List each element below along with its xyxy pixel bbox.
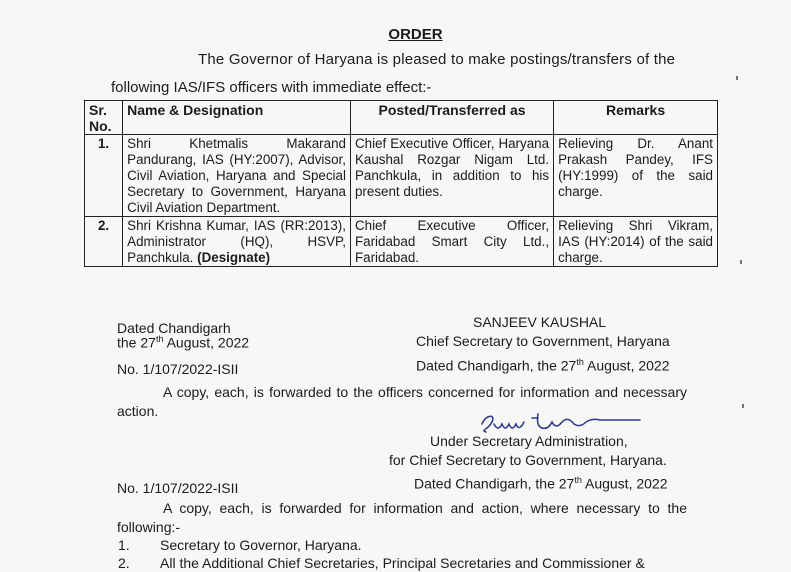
signatory-name: SANJEEV KAUSHAL <box>473 314 607 330</box>
postings-table <box>84 100 718 267</box>
header-posted-as: Posted/Transferred as <box>350 101 553 135</box>
row-1-sr: 1. <box>85 135 123 217</box>
row-2-sr: 2. <box>85 217 123 267</box>
signature <box>478 410 658 434</box>
row-2-name-text: Shri Krishna Kumar, IAS (RR:2013), Administrator (HQ), HSVP, Panchkula. <box>127 218 346 265</box>
header-remarks: Remarks <box>554 101 718 135</box>
dated-right-2-sup: th <box>574 475 582 485</box>
scan-speck <box>736 76 738 80</box>
table-row <box>85 135 718 217</box>
copy-paragraph-2: A copy, each, is forwarded for information and action, where necessary to the following:- <box>117 500 687 535</box>
dated-left-suffix: August, 2022 <box>163 334 250 351</box>
document-title: ORDER <box>388 26 443 43</box>
under-secretary-for: for Chief Secretary to Government, Haryana. <box>389 452 667 468</box>
row-1-remarks: Relieving Dr. Anant Prakash Pandey, IFS (HY:1999) of the said charge. <box>554 135 718 217</box>
signatory-title: Chief Secretary to Government, Haryana <box>416 333 670 349</box>
endorsement-no-2: No. 1/107/2022-ISII <box>117 480 239 496</box>
row-1-name-text: Shri Khetmalis Makarand Pandurang, IAS (HY:2007), Advisor, Civil Aviation, Haryana and Special Secretary to Government, Haryana Civil Aviation Department. <box>127 136 346 215</box>
scan-speck <box>740 260 742 264</box>
header-name-designation: Name & Designation <box>123 101 351 135</box>
table-row <box>85 217 718 267</box>
row-2-posted: Chief Executive Officer, Faridabad Smart City Ltd., Faridabad. <box>350 217 553 267</box>
list-item-text: Secretary to Governor, Haryana. <box>160 537 362 553</box>
dated-right-1-sup: th <box>576 357 584 367</box>
dated-right-1 <box>416 357 670 374</box>
table-header-row <box>85 101 718 135</box>
row-1-posted: Chief Executive Officer, Haryana Kaushal Rozgar Nigam Ltd. Panchkula, in addition to his present duties. <box>350 135 553 217</box>
row-2-designate: (Designate) <box>197 250 271 265</box>
row-1-name <box>123 135 351 217</box>
list-item-number: 2. <box>118 555 130 571</box>
row-2-remarks: Relieving Shri Vikram, IAS (HY:2014) of the said charge. <box>554 217 718 267</box>
distribution-list <box>118 536 645 572</box>
list-item <box>118 536 645 554</box>
dated-right-2 <box>414 475 668 492</box>
row-2-name <box>123 217 351 267</box>
scan-speck <box>742 404 744 408</box>
list-item <box>118 554 645 572</box>
copy-paragraph-1: A copy, each, is forwarded to the officers concerned for information and necessary action. <box>117 384 687 419</box>
header-sr-no: Sr. No. <box>85 101 123 135</box>
dated-right-1-prefix: Dated Chandigarh, the 27 <box>416 357 577 374</box>
list-item-text: All the Additional Chief Secretaries, Principal Secretaries and Commissioner & <box>160 555 645 571</box>
dated-left-prefix: the 27 <box>117 334 156 351</box>
under-secretary-title: Under Secretary Administration, <box>430 433 628 449</box>
intro-line-1: The Governor of Haryana is pleased to make postings/transfers of the <box>198 51 676 68</box>
list-item-number: 1. <box>118 537 130 553</box>
intro-line-2: following IAS/IFS officers with immediate effect:- <box>111 79 432 96</box>
dated-left <box>117 334 249 351</box>
dated-left-sup: th <box>155 334 164 344</box>
dated-right-2-prefix: Dated Chandigarh, the 27 <box>414 475 575 492</box>
dated-right-2-suffix: August, 2022 <box>581 475 668 492</box>
dated-right-1-suffix: August, 2022 <box>583 357 670 374</box>
endorsement-no-1: No. 1/107/2022-ISII <box>117 361 239 377</box>
dated-place: Dated Chandigarh <box>117 320 231 336</box>
